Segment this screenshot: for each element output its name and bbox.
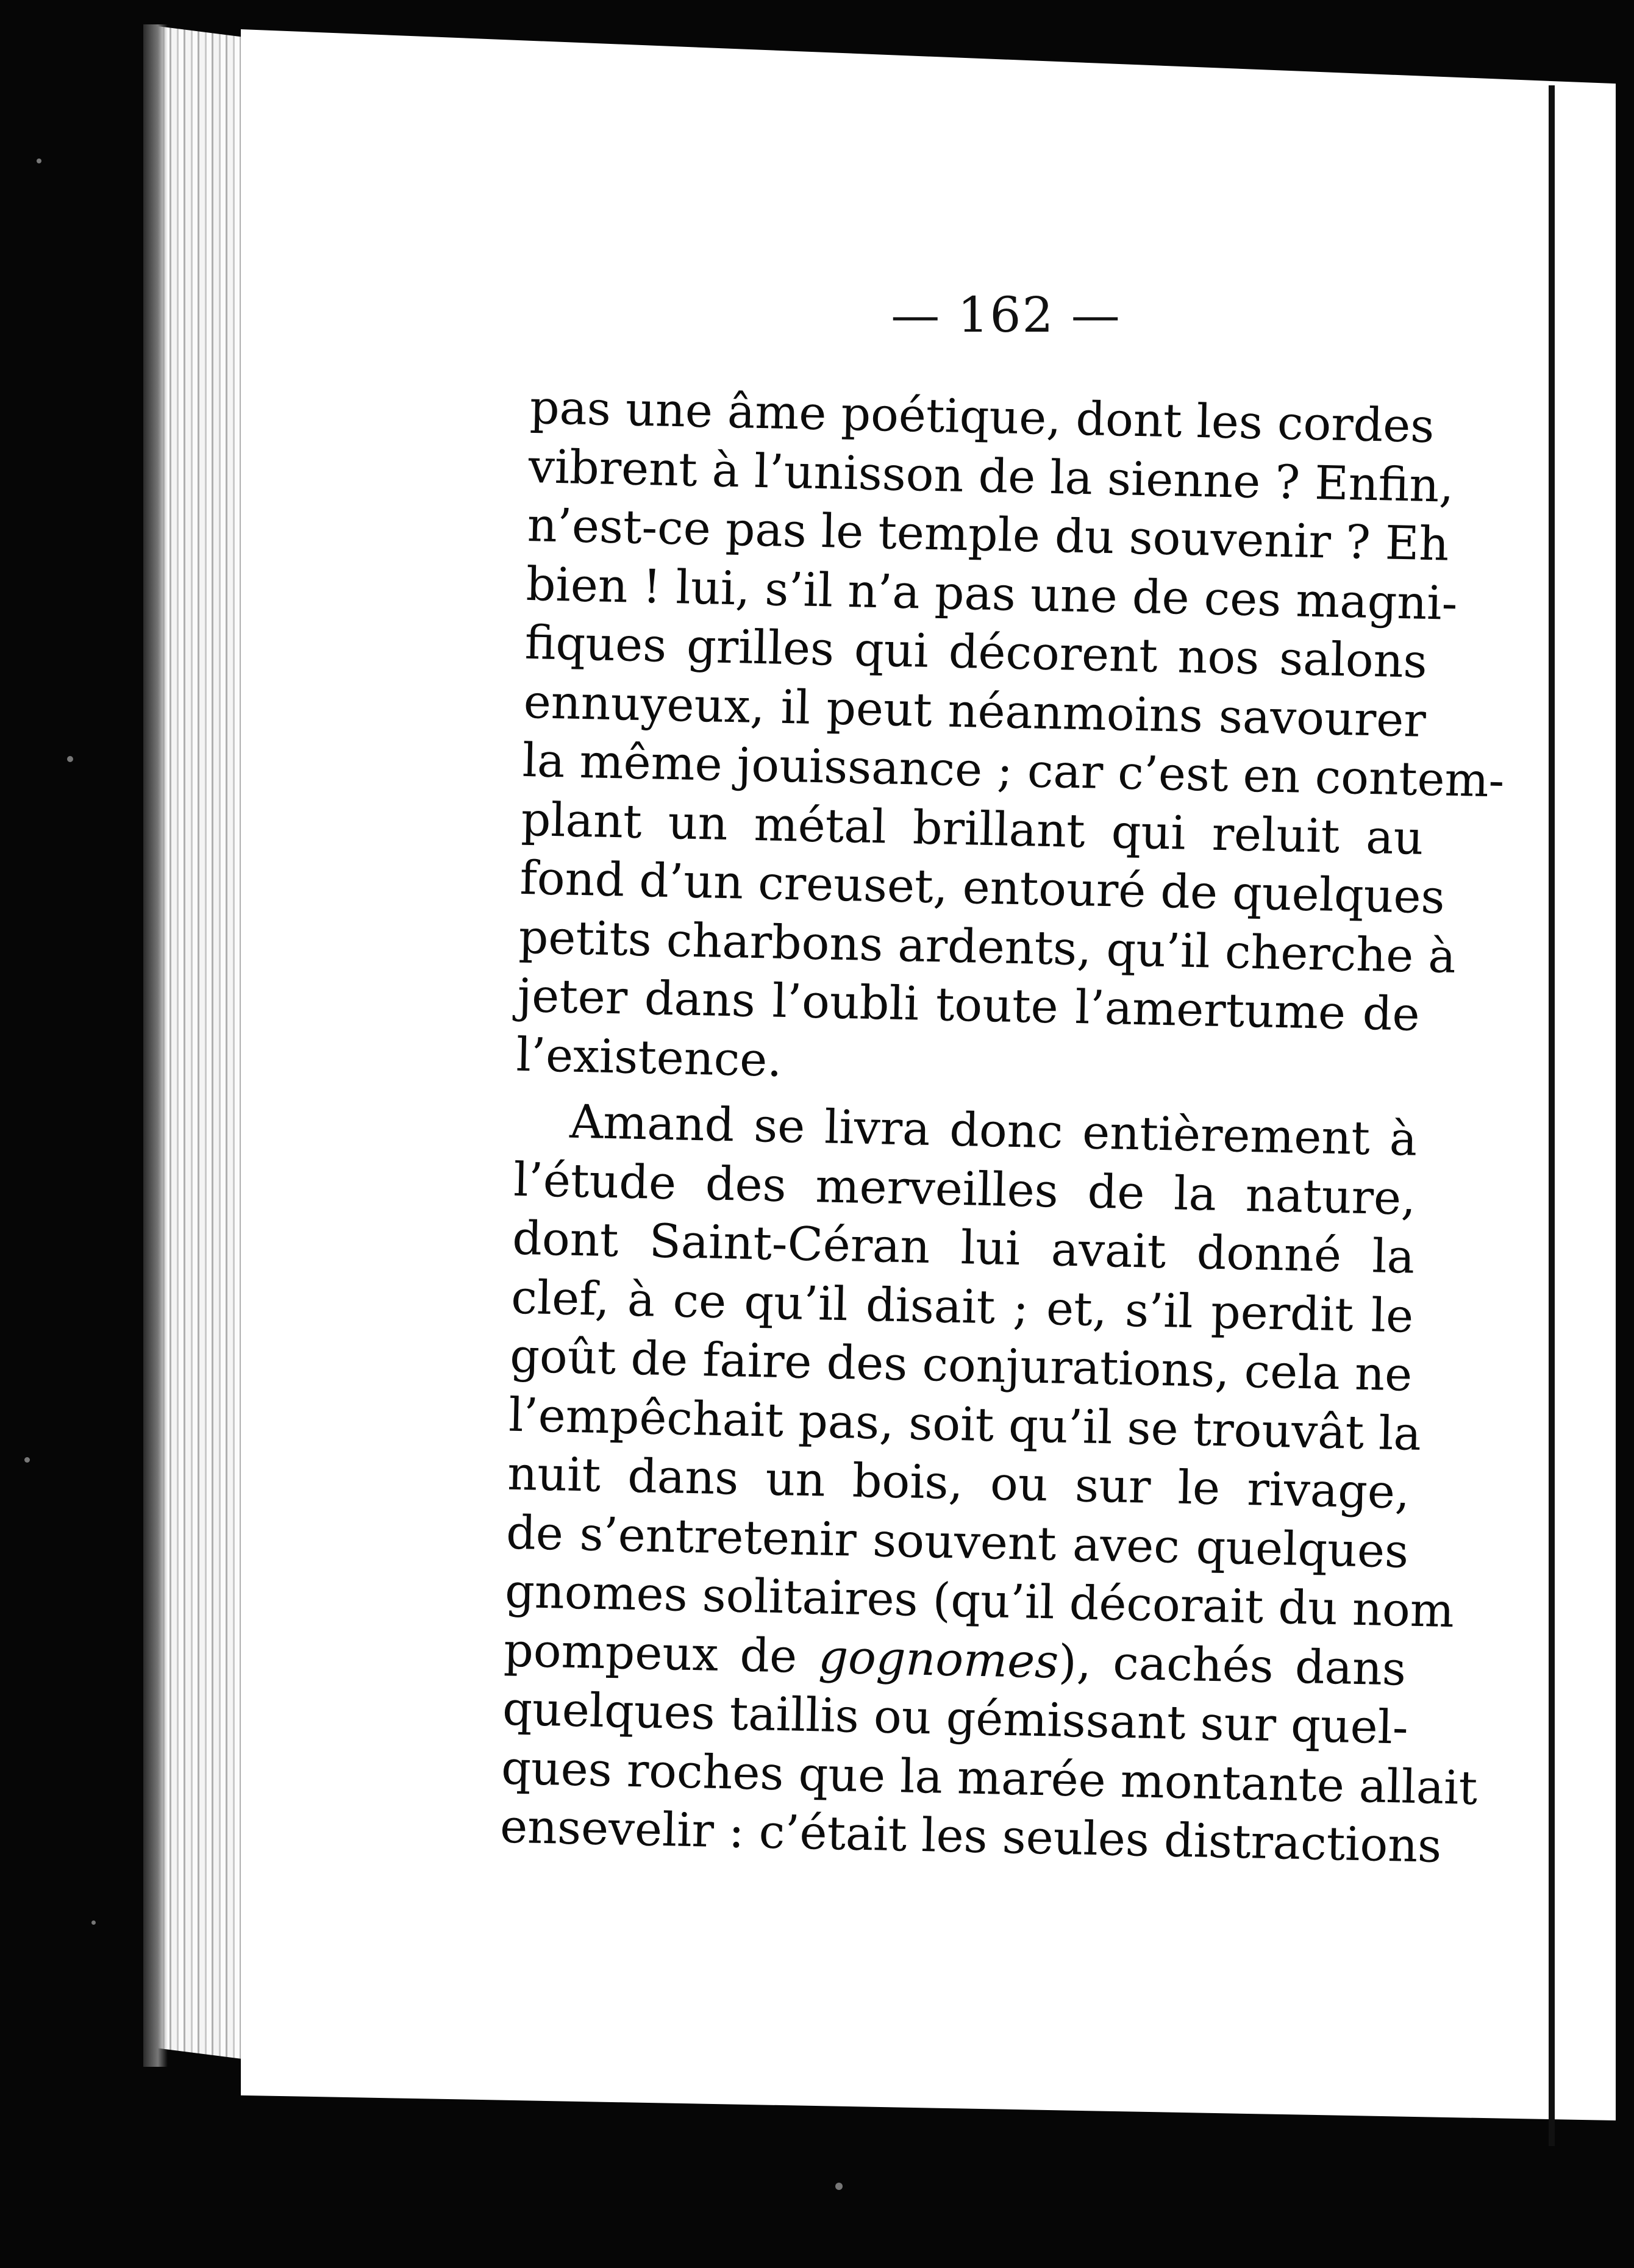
scan-speck [67, 756, 73, 762]
text-line: bien ! lui, s’il n’a pas une de ces magni- [526, 556, 1458, 630]
scan-speck [835, 2183, 843, 2190]
text-line: l’existence. [515, 1027, 783, 1087]
italic-word: gognomes [818, 1628, 1060, 1689]
text-line: de s’entretenir souvent avec quelques [505, 1505, 1409, 1578]
text-line: ensevelir : c’était les seules distractions [499, 1799, 1443, 1873]
text-line: nuit dans un bois, ou sur le rivage, [507, 1446, 1410, 1519]
text-line: goût de faire des conjurations, cela ne [509, 1328, 1413, 1402]
page-gutter-line [1549, 85, 1555, 2146]
page-body-text [499, 378, 1505, 1875]
text-line: la même jouissance ; car c’est en contem- [521, 732, 1505, 808]
text-line: pas une âme poétique, dont les cordes [529, 379, 1435, 454]
text-line: ques roches que la marée montante allait [501, 1740, 1478, 1815]
paragraph-1 [515, 378, 1505, 1103]
text-line: petits charbons ardents, qu’il cherche à [518, 909, 1457, 983]
text-line: Amand se livra donc entièrement à [569, 1094, 1418, 1166]
text-line: fond d’un creuset, entouré de quelques [519, 850, 1446, 924]
scan-speck [37, 159, 41, 163]
text-line: quelques taillis ou gémissant sur quel- [502, 1681, 1409, 1755]
text-line: vibrent à l’unisson de la sienne ? Enfin, [528, 438, 1455, 513]
scan-speck [91, 1920, 96, 1925]
text-line: jeter dans l’oubli toute l’amertume de [516, 968, 1421, 1041]
text-line-with-italic: pompeux de gognomes), cachés dans [503, 1622, 1407, 1696]
text-line: l’empêchait pas, soit qu’il se trouvât la [508, 1387, 1422, 1461]
page-number: — 162 — [891, 287, 1121, 343]
book-edge-shadow [143, 24, 168, 2067]
paragraph-2 [499, 1091, 1478, 1875]
scan-speck [24, 1457, 30, 1463]
text-line: fiques grilles qui décorent nos salons [524, 615, 1428, 688]
text-line: l’étude des merveilles de la nature, [513, 1152, 1417, 1225]
text-line: ennuyeux, il peut néanmoins savourer [523, 674, 1427, 747]
text-line: clef, à ce qu’il disait ; et, s’il perdit le [510, 1269, 1415, 1343]
text-line: n’est-ce pas le temple du souvenir ? Eh [527, 497, 1450, 571]
text-line: gnomes solitaires (qu’il décorait du nom [504, 1563, 1455, 1638]
text-line: dont Saint-Céran lui avait donné la [512, 1210, 1416, 1284]
text-line: plant un métal brillant qui reluit au [520, 791, 1424, 865]
